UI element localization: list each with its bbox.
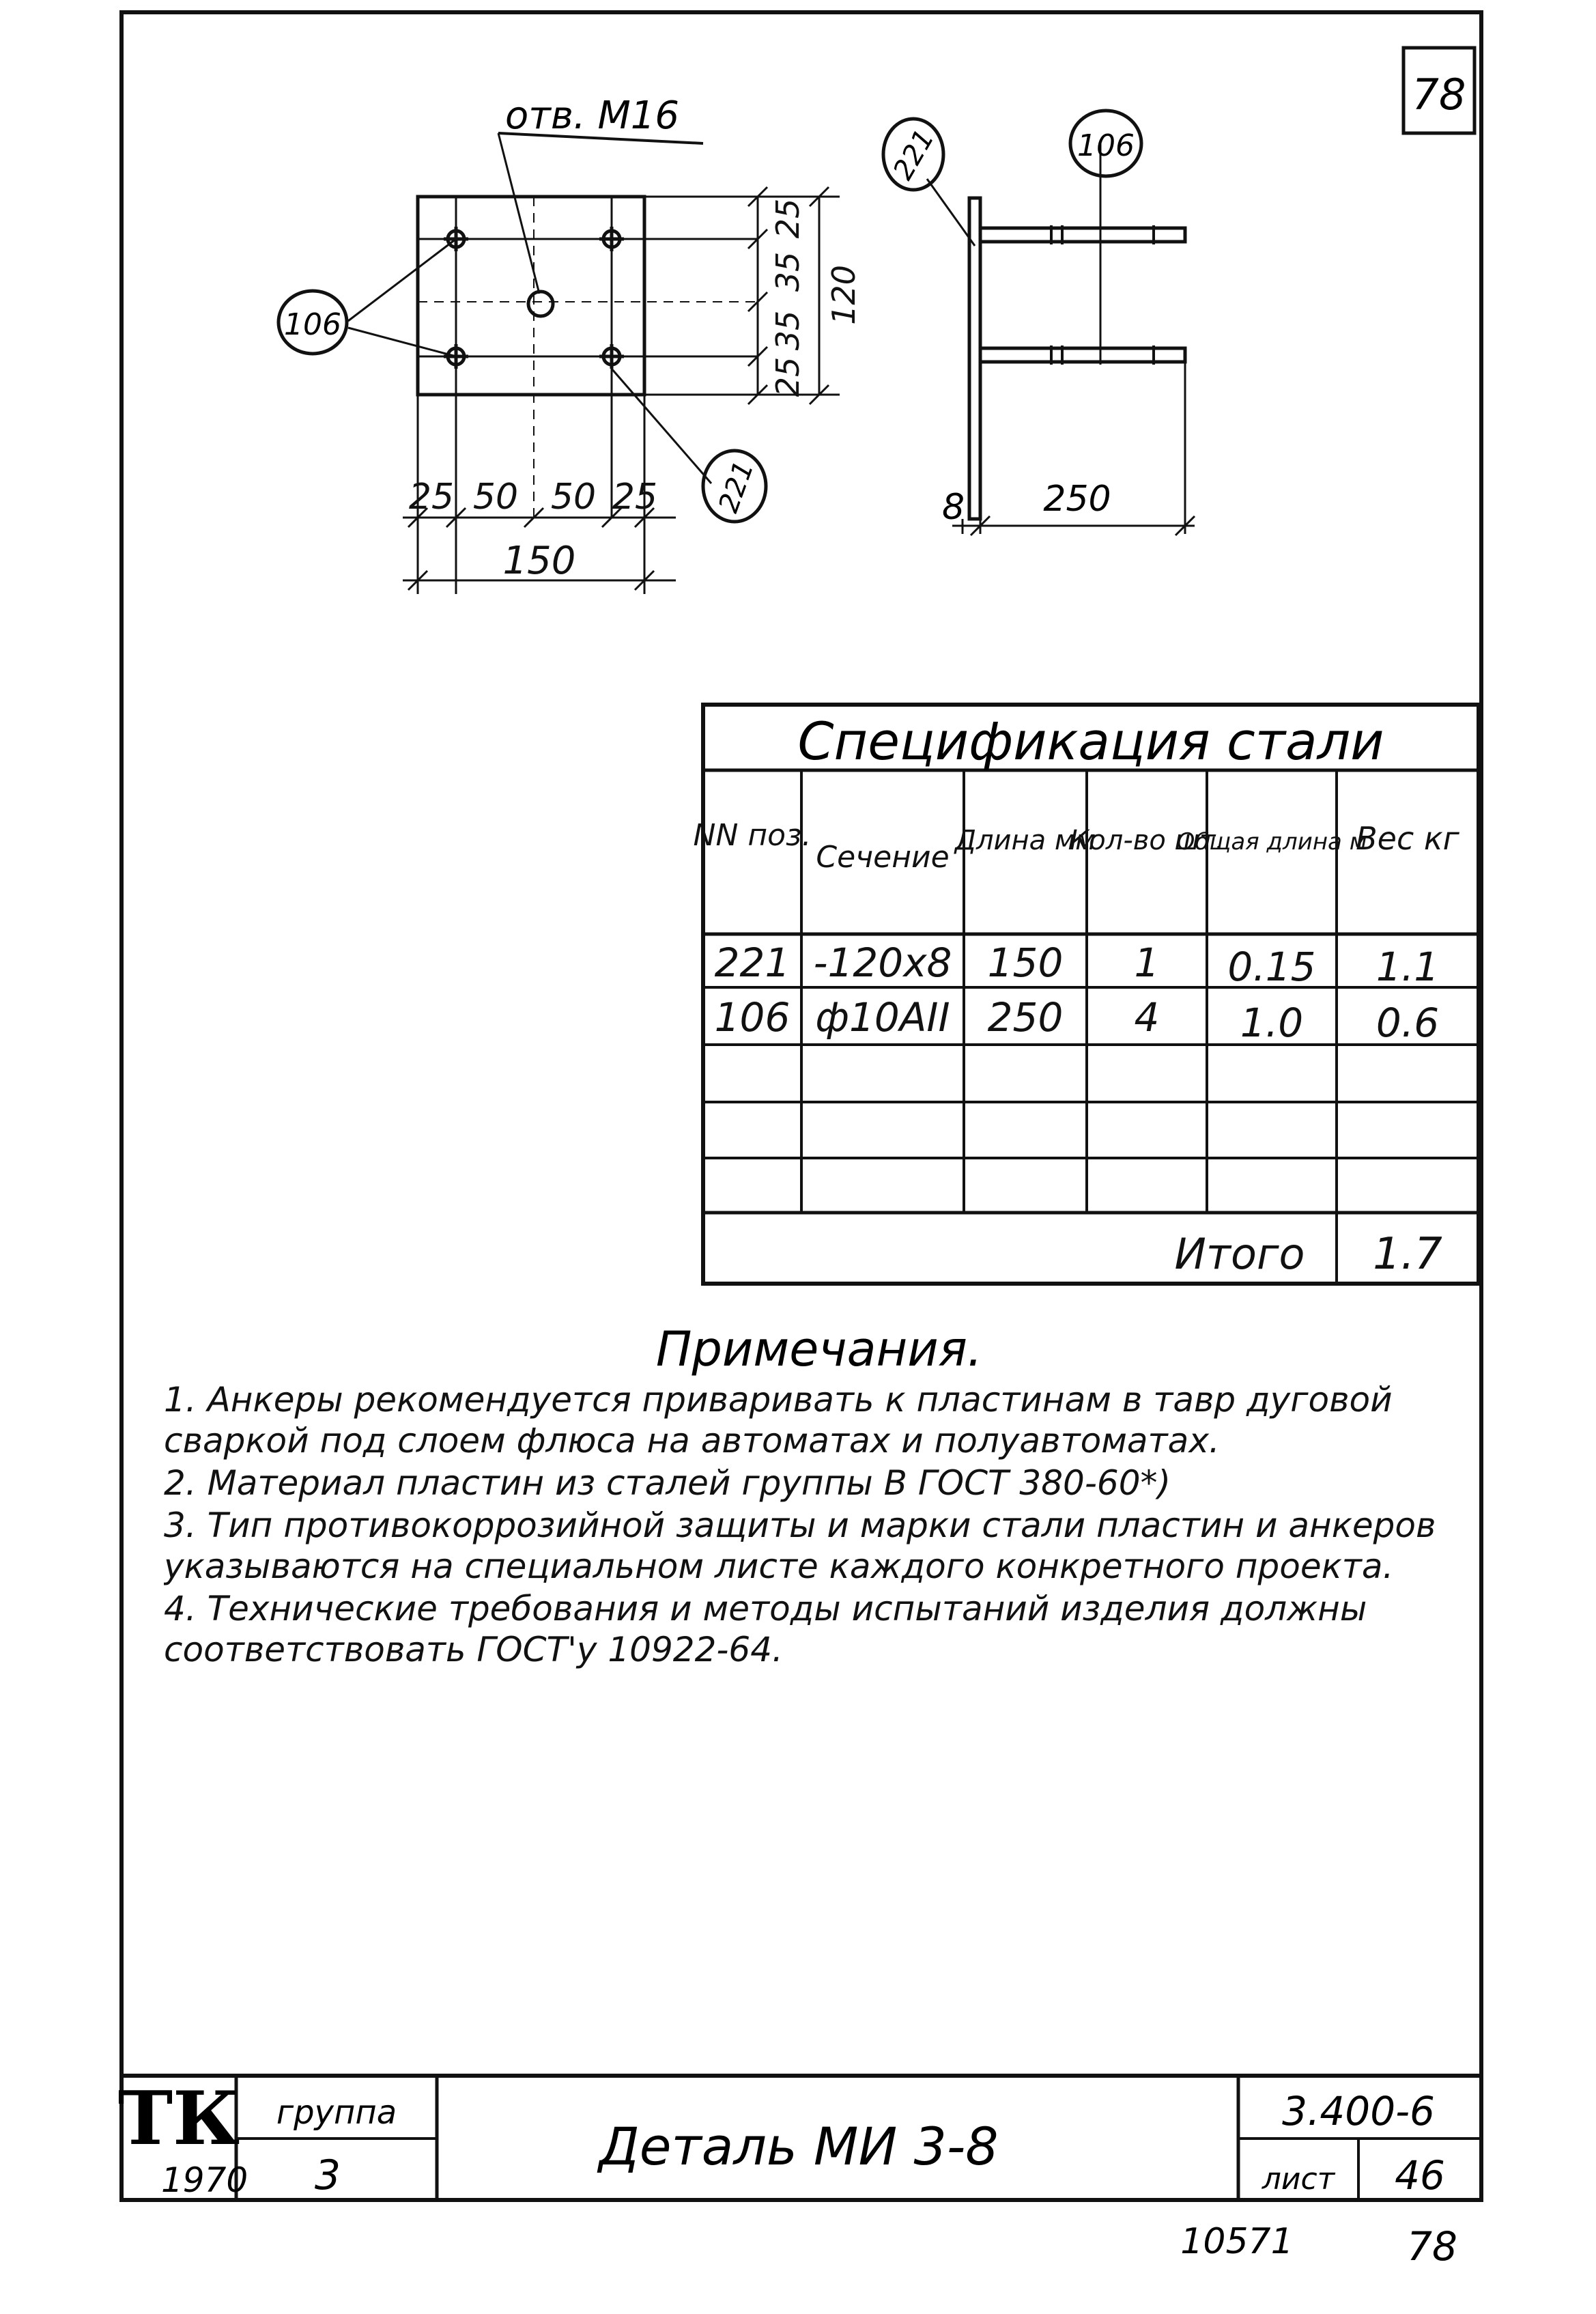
row-2-weight: 0.6 [1376,1000,1440,1046]
bubble-106-left-label: 106 [284,307,341,342]
header-section: Сечение [816,840,950,875]
row-2-qty: 4 [1134,994,1160,1041]
dim-right-25-bottom: 25 [769,356,806,397]
row-2-length: 250 [987,994,1064,1041]
group-label: группа [276,2093,397,2132]
row-1-weight: 1.1 [1376,944,1440,990]
row-1-total-length: 0.15 [1227,944,1316,990]
side-view [927,143,1195,535]
dim-right-25-top: 25 [769,198,806,239]
notes-container [164,1379,1481,1816]
row-1-length: 150 [987,940,1064,986]
row-1-pos: 221 [714,940,790,986]
notes-title: Примечания. [655,1321,983,1377]
header-pos: NN поз. [693,818,812,853]
header-weight: Вес кг [1356,820,1459,857]
row-1-section: -120x8 [813,940,952,986]
row-2-section: ф10АII [815,994,950,1041]
note-item: 1. Анкеры рекомендуется приваривать к пластинам в тавр дуговой сваркой под слоем флюса на автоматах и полуавтоматах. [164,1380,1393,1461]
header-total-length: Общая длина м [1176,828,1367,856]
hole-m16 [528,292,553,316]
page-number: 78 [1407,2223,1457,2270]
sheet-number-top: 78 [1412,70,1466,119]
bubble-106-side-label: 106 [1077,128,1135,163]
bubble-221-bottom-label: 221 [713,457,760,517]
note-item: 2. Материал пластин из сталей группы В ГОСТ 380-60*) [164,1463,1171,1503]
note-item: 4. Технические требования и методы испытаний изделия должны соответствовать ГОСТ'у 10922-64. [164,1589,1367,1669]
group-value: 3 [314,2151,341,2199]
sheet-label: лист [1262,2162,1335,2197]
hole-label: отв. М16 [505,94,680,138]
bubble-221-side-label: 221 [887,124,941,186]
header-length: Длина мм [954,825,1096,856]
plate-plan-view [348,133,840,594]
dim-bottom-25-left: 25 [408,477,455,518]
side-length-dim: 250 [1043,479,1111,520]
spec-table-title: Спецификация стали [797,711,1384,772]
dim-bottom-50-right: 50 [550,477,597,518]
sheet-value: 46 [1395,2152,1445,2199]
series-number: 3.400-6 [1282,2088,1435,2134]
note-item: 3. Тип противокоррозийной защиты и марки стали пластин и анкеров указываются на специальном листе каждого конкретного проекта. [164,1506,1436,1586]
dim-bottom-25-right: 25 [612,477,658,518]
header-qty: Кол-во шт. [1069,825,1225,856]
dim-bottom-50-left: 50 [472,477,519,518]
dim-right-35-bottom: 35 [769,310,806,351]
year: 1970 [161,2160,248,2200]
dim-total-width: 150 [502,539,576,583]
side-thickness-dim: 8 [942,487,965,528]
dim-right-35-top: 35 [769,251,806,292]
row-2-pos: 106 [714,994,790,1041]
total-value: 1.7 [1373,1229,1442,1280]
total-label: Итого [1174,1229,1305,1279]
drawing-title: Деталь МИ 3-8 [599,2116,999,2177]
row-1-qty: 1 [1134,940,1160,986]
archive-number: 10571 [1180,2221,1294,2262]
dim-total-height: 120 [825,265,862,325]
row-2-total-length: 1.0 [1240,1000,1304,1046]
org-mark: ТК [117,2076,240,2162]
